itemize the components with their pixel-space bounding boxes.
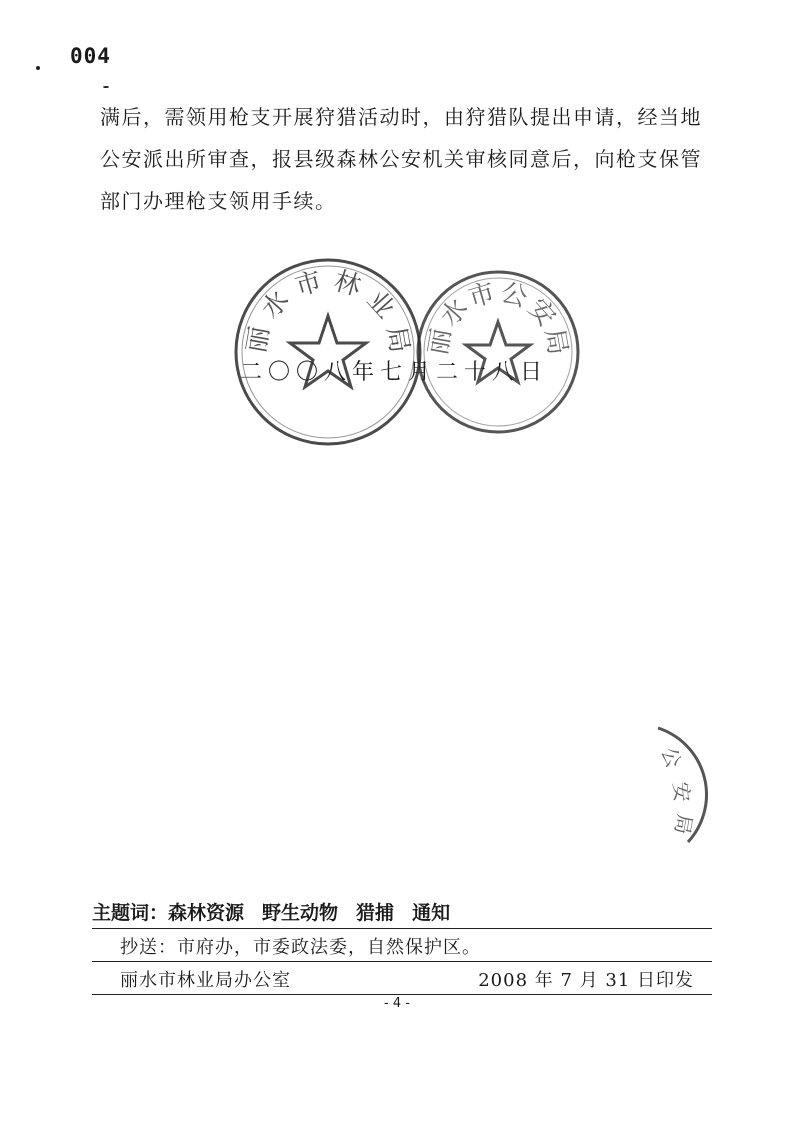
keyword: 野生动物: [262, 902, 339, 924]
cc-label: 抄送：: [120, 937, 177, 958]
page-mark: 004: [70, 44, 111, 68]
seal-char: 市: [465, 277, 499, 314]
keywords-row: [92, 896, 712, 929]
cc-line: [120, 933, 481, 959]
seal-char: 水: [255, 285, 296, 325]
cc-row: [92, 929, 712, 962]
issuer-row: [92, 962, 712, 995]
edge-stamp: [640, 720, 720, 850]
edge-stamp-char: 安: [668, 780, 695, 803]
seal-char: 市: [291, 266, 326, 303]
scan-dot: [103, 86, 109, 88]
issuer: 丽水市林业局办公室: [120, 970, 291, 991]
seal-char: 公: [497, 277, 531, 314]
keyword: 猎捕: [356, 902, 395, 924]
seal-left: [236, 260, 420, 444]
scan-dot: [36, 66, 40, 70]
seal-char: 局: [538, 326, 573, 358]
document-footer-table: [92, 896, 712, 995]
seal-char: 林: [330, 266, 365, 303]
keyword: 通知: [412, 902, 451, 924]
body-line: 满后，需领用枪支开展狩猎活动时，由狩猎队提出申请，经当地: [100, 105, 702, 129]
cc-text: 市府办，市委政法委，自然保护区。: [177, 937, 481, 958]
keyword: 森林资源: [168, 902, 245, 924]
signature-date: 二〇〇八年七月二十八日: [240, 360, 549, 385]
star-icon: [290, 316, 366, 387]
seal-char: 丽: [423, 326, 458, 358]
seal-char: 业: [360, 285, 401, 325]
body-text: [100, 96, 720, 222]
seal-char: 水: [434, 293, 475, 333]
seal-char: 安: [521, 293, 562, 333]
issue-date: 2008 年 7 月 31 日印发: [478, 970, 694, 991]
seal-char: 局: [380, 324, 415, 356]
edge-stamp-char: 局: [669, 812, 698, 837]
body-line: 部门办理枪支领用手续。: [100, 189, 337, 213]
seal-char: 丽: [241, 324, 276, 356]
keywords-label: 主题词：: [92, 902, 169, 924]
seal-right: [418, 272, 578, 432]
star-icon: [466, 322, 530, 382]
keywords: [92, 898, 468, 925]
edge-stamp-char: 公: [656, 743, 687, 771]
page-number: - 4 -: [384, 996, 410, 1011]
body-line: 公安派出所审查，报县级森林公安机关审核同意后，向枪支保管: [100, 147, 702, 171]
